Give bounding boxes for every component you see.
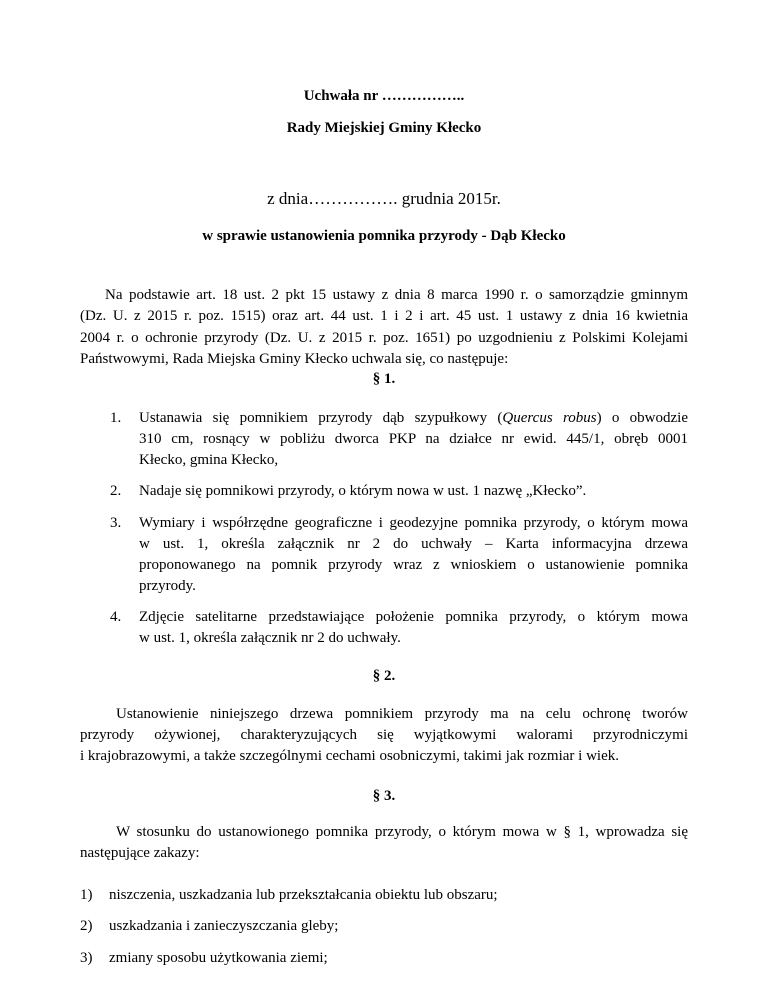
- preamble-line: Na podstawie art. 18 ust. 2 pkt 15 ustawy z dnia 8 marca 1990 r. o samorządzie gminnym: [105, 287, 688, 303]
- item-line: przyrody.: [139, 578, 196, 594]
- item-text: uszkadzania i zanieczyszczania gleby;: [109, 918, 339, 934]
- preamble-line: 2004 r. o ochronie przyrody (Dz. U. z 2015 r. poz. 1651) po uzgodnieniu z Polskimi Kolejami: [80, 329, 688, 346]
- prohibition-item: [80, 948, 688, 969]
- prohibition-item: [80, 916, 688, 937]
- preamble-line: Państwowymi, Rada Miejska Gminy Kłecko uchwala się, co następuje:: [80, 350, 509, 367]
- item-number: 2.: [110, 483, 122, 499]
- section-3-text: [80, 822, 688, 864]
- item-number: 1): [80, 887, 93, 903]
- preamble-line: (Dz. U. z 2015 r. poz. 1515) oraz art. 44 ust. 1 i 2 i art. 45 ust. 1 ustawy z dnia 16 kwietnia: [80, 308, 688, 325]
- paragraph-line: i krajobrazowymi, a także szczególnymi cechami osobniczymi, takimi jak rozmiar i wiek.: [80, 748, 619, 764]
- item-number: 3): [80, 950, 93, 966]
- section-2-heading: § 2.: [372, 668, 396, 684]
- item-line: 310 cm, rosnący w pobliżu dworca PKP na działce nr ewid. 445/1, obręb 0001: [139, 431, 688, 447]
- resolution-subject: w sprawie ustanowienia pomnika przyrody - Dąb Kłecko: [202, 228, 566, 244]
- item-text: ) o obwodzie: [596, 410, 688, 426]
- section-1-item: [110, 513, 688, 597]
- item-number: 1.: [110, 410, 122, 426]
- item-number: 3.: [110, 515, 122, 531]
- section-3-heading: § 3.: [372, 788, 396, 804]
- item-line: Kłecko, gmina Kłecko,: [139, 452, 279, 468]
- council-name: Rady Miejskiej Gminy Kłecko: [286, 120, 482, 136]
- paragraph-line: przyrody ożywionej, charakteryzujących się wyjątkowymi walorami przyrodniczymi: [80, 727, 688, 743]
- species-name: Quercus robus: [502, 410, 597, 426]
- item-number: 4.: [110, 609, 122, 625]
- item-line: Wymiary i współrzędne geograficzne i geodezyjne pomnika przyrody, o którym mowa: [139, 515, 688, 531]
- item-line: w ust. 1, określa załącznik nr 2 do uchwały – Karta informacyjna drzewa: [139, 536, 688, 552]
- resolution-date: z dnia……………. grudnia 2015r.: [267, 189, 501, 208]
- preamble: [80, 285, 688, 370]
- paragraph-line: Ustanowienie niniejszego drzewa pomnikiem przyrody ma na celu ochronę tworów: [116, 706, 688, 722]
- section-2-text: [80, 704, 688, 767]
- paragraph-line: następujące zakazy:: [80, 845, 200, 861]
- item-line: proponowanego na pomnik przyrody wraz z wnioskiem o ustanowienie pomnika: [139, 557, 688, 573]
- item-text: Ustanawia się pomnikiem przyrody dąb szypułkowy (: [139, 410, 503, 426]
- prohibition-item: [80, 885, 688, 906]
- item-text: niszczenia, uszkadzania lub przekształcania obiektu lub obszaru;: [109, 887, 498, 903]
- resolution-number: Uchwała nr ……………..: [303, 88, 465, 104]
- item-line: w ust. 1, określa załącznik nr 2 do uchwały.: [139, 630, 401, 646]
- paragraph-line: W stosunku do ustanowionego pomnika przyrody, o którym mowa w § 1, wprowadza się: [116, 824, 688, 840]
- section-1-item: [110, 607, 688, 649]
- item-number: 2): [80, 918, 93, 934]
- item-line: Nadaje się pomnikowi przyrody, o którym nowa w ust. 1 nazwę „Kłecko”.: [139, 483, 587, 499]
- item-line: [139, 408, 688, 429]
- item-line: Zdjęcie satelitarne przedstawiające położenie pomnika przyrody, o którym mowa: [139, 609, 688, 625]
- section-1-item: [110, 481, 688, 502]
- section-1-item: [110, 408, 688, 471]
- item-text: zmiany sposobu użytkowania ziemi;: [109, 950, 328, 966]
- section-1-heading: § 1.: [372, 371, 396, 387]
